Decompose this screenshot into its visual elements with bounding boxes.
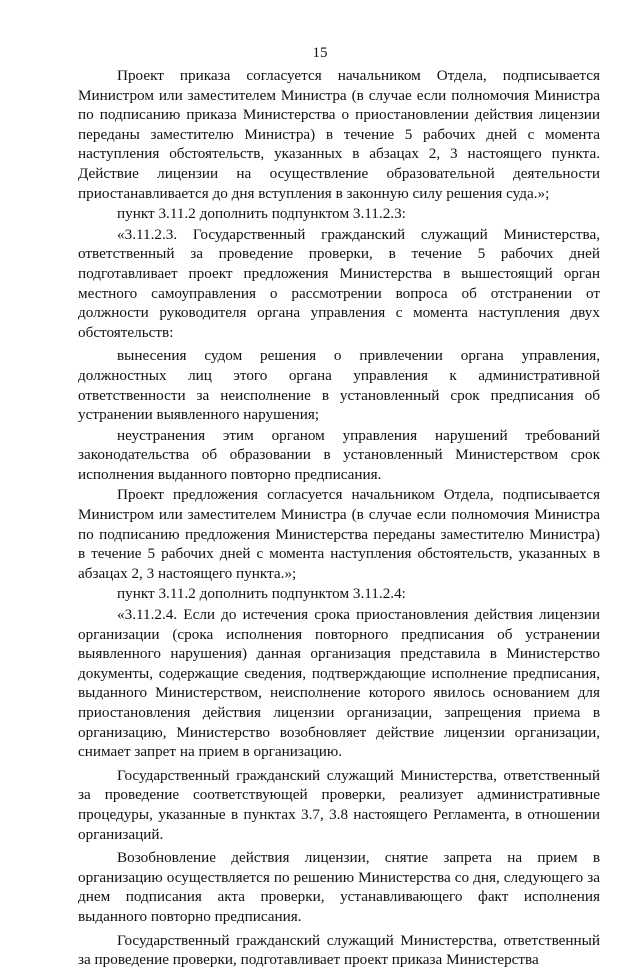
- paragraph: Возобновление действия лицензии, снятие запрета на прием в организацию осуществляется по решению Министерства со дня, следующего за днем подписания акта проверки, устанавливающего факт исполнения выданного повторно предписания.: [78, 849, 600, 925]
- paragraph: Проект предложения согласуется начальником Отдела, подписывается Министром или заместителем Министра (в случае если полномочия Министра по подписанию предложения Министерства переданы заместителю Министра) в течение 5 рабочих дней с момента наступления обстоятельств, указанных в абзацах 2, 3 настоящего пункта.»;: [78, 486, 600, 582]
- page-number: 15: [312, 45, 328, 61]
- paragraph: пункт 3.11.2 дополнить подпунктом 3.11.2.4:: [117, 585, 406, 603]
- paragraph: «3.11.2.3. Государственный гражданский служащий Министерства, ответственный за проведение проверки, в течение 5 рабочих дней подготавливает проект предложения Министерства в вышестоящий орган местного самоуправления о рассмотрении вопроса об отстранении от должности руководителя органа управления с момента наступления двух обстоятельств:: [78, 225, 600, 341]
- paragraph: Государственный гражданский служащий Министерства, ответственный за проведение соответствующей проверки, реализует административные процедуры, указанные в пунктах 3.7, 3.8 настоящего Регламента, в отношении организаций.: [78, 766, 600, 843]
- paragraph: Государственный гражданский служащий Министерства, ответственный за проведение проверки, подготавливает проект приказа Министерства: [78, 931, 600, 969]
- paragraph: пункт 3.11.2 дополнить подпунктом 3.11.2.3:: [117, 205, 406, 223]
- paragraph: Проект приказа согласуется начальником Отдела, подписывается Министром или заместителем Министра (в случае если полномочия Министра по подписанию приказа Министерства о приостановлении действия лицензии переданы заместителю Министра) в течение 5 рабочих дней с момента наступления обстоятельств, указанных в абзацах 2, 3 настоящего пункта. Действие лицензии на осуществление образовательной деятельности приостанавливается до дня вступления в законную силу решения суда.»;: [78, 67, 600, 202]
- document-body: [78, 66, 600, 971]
- paragraph: неустранения этим органом управления нарушений требований законодательства об образовании в установленный Министерством срок исполнения выданного повторно предписания.: [78, 426, 600, 483]
- paragraph: «3.11.2.4. Если до истечения срока приостановления действия лицензии организации (срока исполнения повторного предписания об устранении выявленного нарушения) данная организация представила в Министерство документы, содержащие сведения, подтверждающие исполнение предписания, выданного Министерством, неисполнение которого явилось основанием для приостановления действия лицензии организации, запрещения приема в организацию, Министерство возобновляет действие лицензии организации, снимает запрет на прием в организацию.: [78, 606, 600, 761]
- paragraph: вынесения судом решения о привлечении органа управления, должностных лиц этого органа управления к административной ответственности за неисполнение в установленный срок предписания об устранении выявленного нарушения;: [78, 347, 600, 424]
